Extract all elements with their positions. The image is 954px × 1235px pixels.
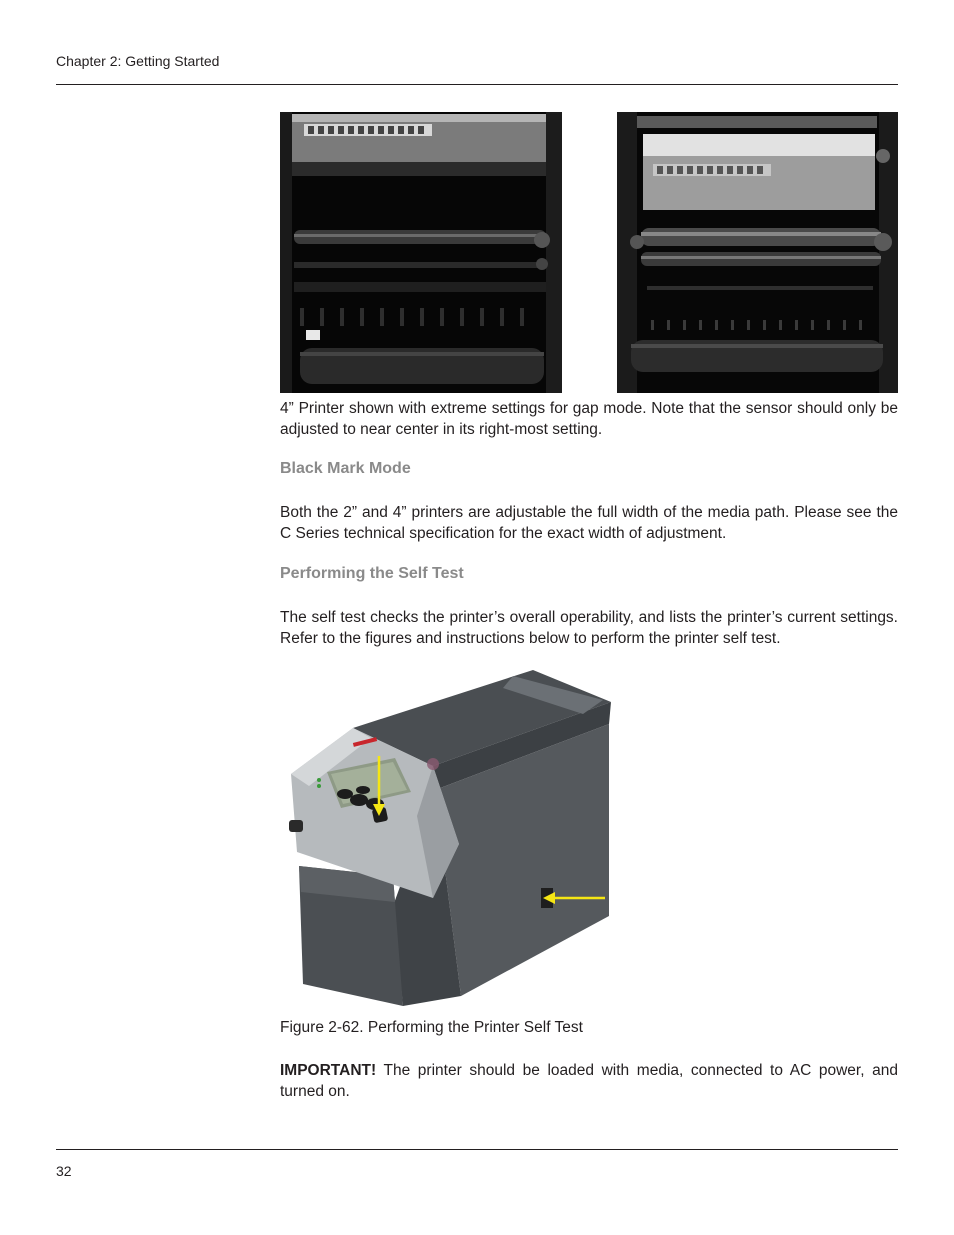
important-text: The printer should be loaded with media, connected to AC power, and turned on. <box>280 1062 898 1100</box>
black-mark-mode-body: Both the 2” and 4” printers are adjustable the full width of the media path. Please see the C Series technical specification for the exact width of adjustment. <box>280 504 898 542</box>
footer-rule <box>56 1149 898 1150</box>
gap-mode-photo-right <box>617 112 898 393</box>
self-test-figure-caption: Figure 2-62. Performing the Printer Self Test <box>280 1019 583 1036</box>
header-rule <box>56 84 898 85</box>
printer-self-test-photo <box>283 666 613 1014</box>
page-number: 32 <box>56 1163 72 1179</box>
self-test-body: The self test checks the printer’s overall operability, and lists the printer’s current settings. Refer to the figures and instructions below to perform the printer self test. <box>280 609 898 647</box>
gap-mode-caption: 4” Printer shown with extreme settings for gap mode. Note that the sensor should only be adjusted to near center in its right-most setting. <box>280 400 898 438</box>
black-mark-mode-heading: Black Mark Mode <box>280 460 411 477</box>
important-label: IMPORTANT! <box>280 1062 377 1079</box>
running-header: Chapter 2: Getting Started <box>56 53 220 69</box>
gap-mode-photo-left <box>280 112 562 393</box>
self-test-heading: Performing the Self Test <box>280 565 464 582</box>
important-note <box>280 1060 898 1102</box>
